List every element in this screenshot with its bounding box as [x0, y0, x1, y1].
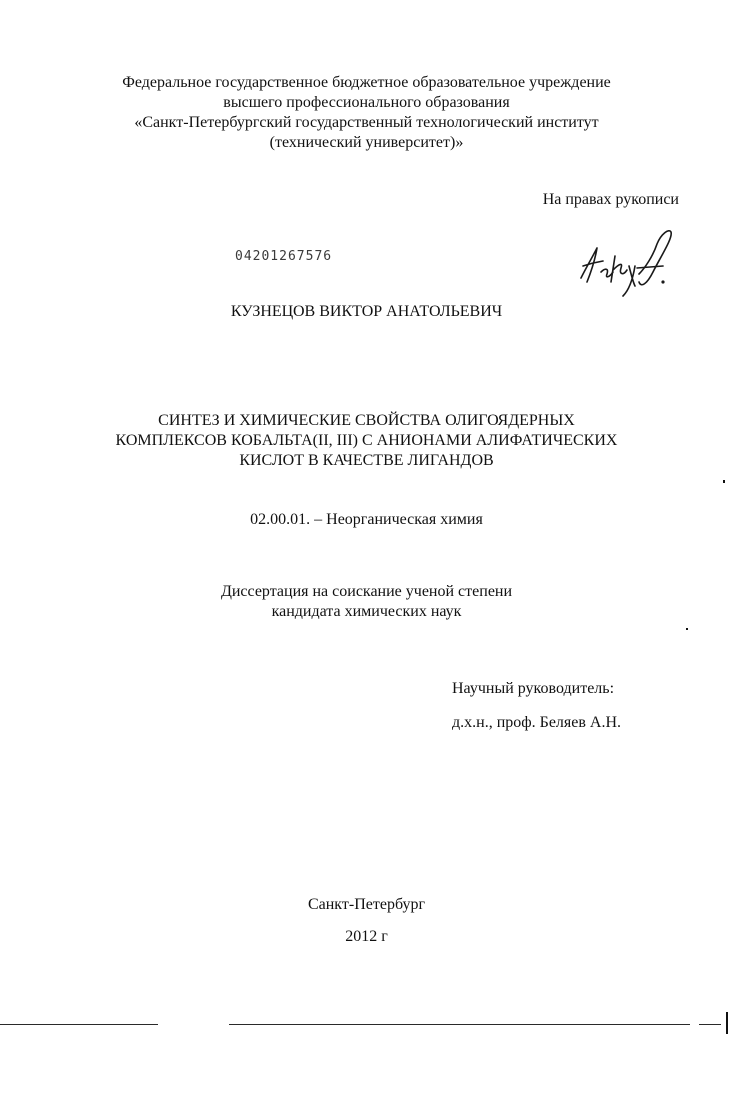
institution-line-3: «Санкт-Петербургский государственный технологический институт [134, 114, 599, 131]
scan-artifact-mark [723, 480, 725, 483]
supervisor-label: Научный руководитель: [452, 680, 615, 697]
specialty [0, 510, 733, 530]
scan-artifact-mark [726, 1012, 728, 1034]
institution-line-1: Федеральное государственное бюджетное образовательное учреждение [122, 74, 611, 91]
rights-notice: На правах рукописи [542, 191, 679, 208]
title-line-1: СИНТЕЗ И ХИМИЧЕСКИЕ СВОЙСТВА ОЛИГОЯДЕРНЫХ [158, 412, 575, 429]
supervisor-block [452, 679, 621, 733]
scan-artifact-line [699, 1024, 721, 1025]
dissertation-title [0, 411, 733, 471]
author-name [0, 302, 733, 322]
degree-line-1: Диссертация на соискание ученой степени [220, 583, 513, 600]
handwritten-signature [573, 226, 678, 301]
specialty-text: 02.00.01. – Неорганическая химия [250, 511, 483, 528]
registry-number: 04201267576 [235, 249, 333, 264]
scan-artifact-line [229, 1024, 690, 1025]
city [0, 895, 733, 915]
degree-statement [0, 582, 733, 622]
year [0, 927, 733, 947]
year-text: 2012 г [345, 928, 388, 945]
institution-line-4: (технический университет)» [269, 134, 464, 151]
scan-artifact-line [0, 1024, 158, 1025]
institution-line-2: высшего профессионального образования [223, 94, 510, 111]
institution-header [0, 73, 733, 153]
city-text: Санкт-Петербург [307, 896, 426, 913]
scan-artifact-mark [686, 628, 688, 630]
author-name-text: КУЗНЕЦОВ ВИКТОР АНАТОЛЬЕВИЧ [230, 303, 503, 320]
supervisor-name: д.х.н., проф. Беляев А.Н. [452, 714, 622, 731]
degree-line-2: кандидата химических наук [271, 603, 462, 620]
title-line-3: КИСЛОТ В КАЧЕСТВЕ ЛИГАНДОВ [239, 452, 494, 469]
title-line-2: КОМПЛЕКСОВ КОБАЛЬТА(II, III) С АНИОНАМИ АЛИФАТИЧЕСКИХ [115, 432, 618, 449]
